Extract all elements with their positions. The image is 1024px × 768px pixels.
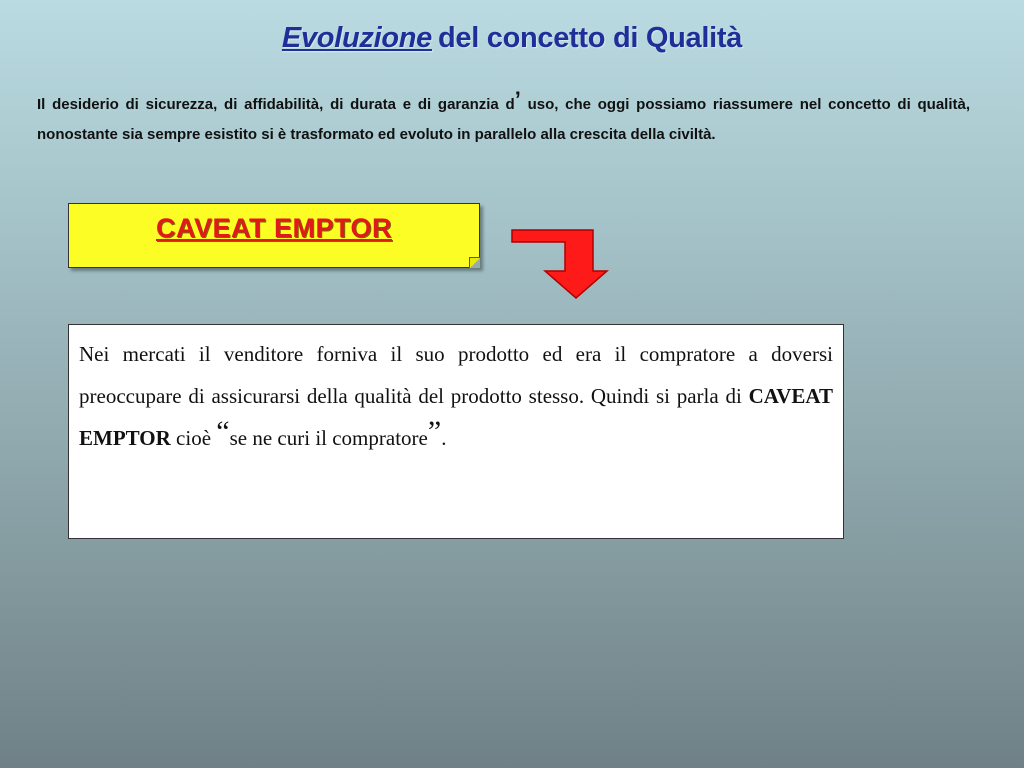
close-quote: ” [427,415,442,448]
title-rest: del concetto di Qualità [437,22,743,54]
intro-paragraph [37,87,971,150]
intro-text-part1: Il desiderio di sicurezza, di affidabilità, di durata e di garanzia d [37,96,515,113]
bent-down-arrow-icon [510,228,610,300]
callout-label: CAVEAT EMPTOR [155,213,392,243]
arrow-shape [512,230,607,298]
explanation-text [79,333,833,459]
explanation-box [68,324,844,539]
intro-apostrophe: ’ [514,87,521,112]
explanation-quoted: se ne curi il compratore [229,426,428,450]
open-quote: “ [216,415,230,448]
title-emphasis: Evoluzione [281,22,432,54]
intro-text-part2: uso, che oggi possiamo riassumere nel concetto di qualità, nonostante sia sempre esistito si è trasformato ed evoluto in parallelo alla crescita della civiltà. [37,96,971,143]
caveat-emptor-callout [68,203,480,268]
explanation-strong: CAVEAT EMPTOR [79,384,833,450]
slide-title [0,22,1024,55]
explanation-part1: Nei mercati il venditore forniva il suo prodotto ed era il compratore a doversi preoccupare di assicurarsi della qualità del prodotto stesso. Quindi si parla di [79,342,833,408]
explanation-end: . [441,426,447,450]
explanation-part2: cioè [170,426,217,450]
